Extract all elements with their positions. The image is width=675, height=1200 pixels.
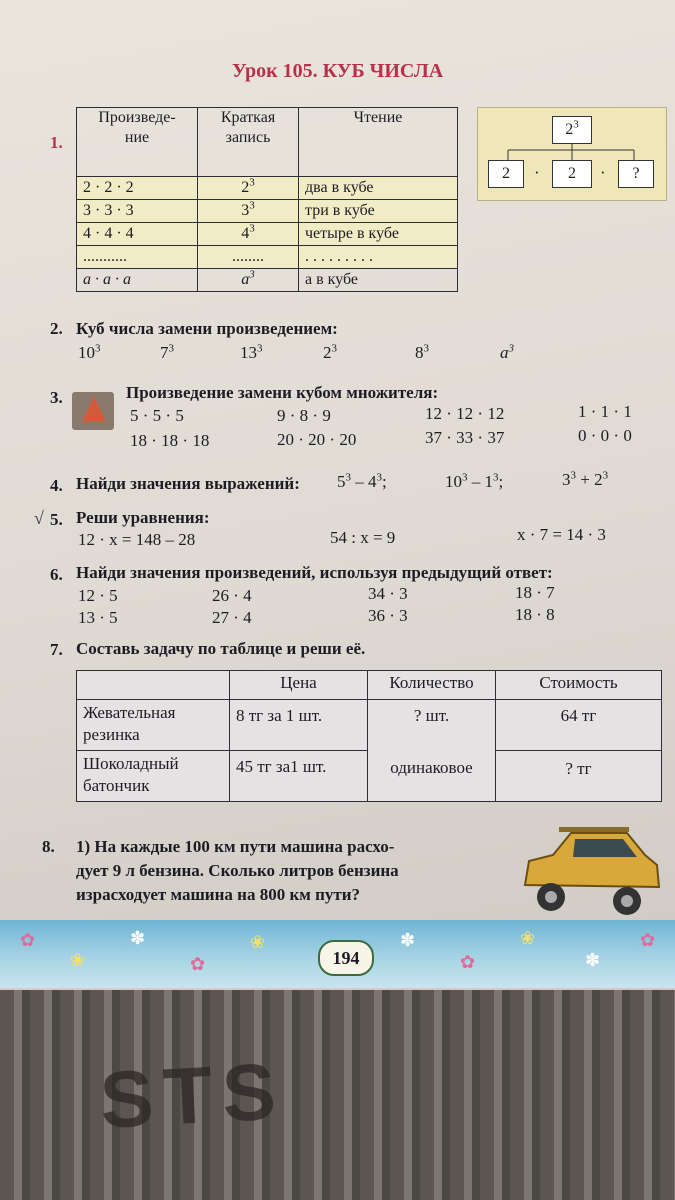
task8-number: 8. bbox=[42, 837, 55, 856]
page-number: 194 bbox=[318, 940, 374, 976]
carpet-lettering: STS bbox=[97, 1046, 288, 1145]
task4-expr: $5^3 - 4^3$; bbox=[337, 471, 387, 491]
cube-scheme bbox=[477, 107, 667, 201]
t1-cell: $a^3$ bbox=[198, 269, 299, 292]
task8-line: дует 9 л бензина. Сколько литров бензина bbox=[76, 861, 399, 880]
task3-item: 18 · 18 · 18 bbox=[130, 431, 210, 450]
table-row bbox=[77, 269, 458, 292]
task2-item: $2^3$ bbox=[323, 342, 337, 362]
task6-item: 12 · 5 bbox=[78, 586, 118, 605]
task5-text: Реши уравнения: bbox=[76, 508, 210, 527]
t1-cell: $2^3$ bbox=[198, 177, 299, 200]
task2-item: $10^3$ bbox=[78, 342, 101, 362]
flower-icon: ✽ bbox=[400, 930, 416, 950]
task3-number: 3. bbox=[50, 388, 63, 407]
task6-text: Найди значения произведений, используя предыдущий ответ: bbox=[76, 563, 553, 582]
t7-cell: Шоколадный батончик bbox=[77, 751, 230, 802]
task5-equation: x · 7 = 14 · 3 bbox=[517, 525, 606, 544]
t1-cell: 3 · 3 · 3 bbox=[77, 200, 198, 223]
t1-header-reading: Чтение bbox=[299, 108, 458, 177]
task1-table bbox=[76, 107, 458, 292]
task3-item: 1 · 1 · 1 bbox=[578, 402, 632, 421]
t1-cell: ........... bbox=[77, 246, 198, 269]
t7-cell: Жевательная резинка bbox=[77, 700, 230, 751]
task7-number: 7. bbox=[50, 640, 63, 659]
task6-item: 18 · 8 bbox=[515, 605, 555, 624]
task5-equation: 12 · x = 148 – 28 bbox=[78, 530, 196, 549]
flower-icon: ✽ bbox=[130, 928, 146, 948]
task4-text: Найди значения выражений: bbox=[76, 474, 300, 493]
task7-table bbox=[76, 670, 662, 802]
check-mark-icon: √ bbox=[34, 508, 44, 528]
task3-text: Произведение замени кубом множителя: bbox=[126, 383, 439, 402]
flower-icon: ✿ bbox=[190, 954, 206, 974]
table-row bbox=[77, 671, 662, 700]
t1-cell: два в кубе bbox=[299, 177, 458, 200]
flower-icon: ❀ bbox=[250, 932, 266, 952]
task6-item: 13 · 5 bbox=[78, 608, 118, 627]
task8-line: израсходует машина на 800 км пути? bbox=[76, 885, 361, 904]
task3-item: 37 · 33 · 37 bbox=[425, 428, 505, 447]
table-row bbox=[77, 700, 662, 751]
t1-cell: $3^3$ bbox=[198, 200, 299, 223]
task8-line: 1) На каждые 100 км пути машина расхо- bbox=[76, 837, 395, 856]
t7-cell: ? тг bbox=[496, 751, 662, 802]
t1-cell: . . . . . . . . . bbox=[299, 246, 458, 269]
car-icon bbox=[515, 825, 663, 917]
task3-item: 5 · 5 · 5 bbox=[130, 406, 184, 425]
t1-header-short: Краткая запись bbox=[198, 108, 299, 177]
t7-header: Количество bbox=[368, 671, 496, 700]
task2-item: $a^3$ bbox=[500, 342, 514, 362]
scheme-right-box: ? bbox=[618, 160, 654, 188]
scheme-left-box: 2 bbox=[488, 160, 524, 188]
t7-quantity-2: одинаковое bbox=[390, 758, 473, 777]
flower-icon: ❀ bbox=[520, 928, 536, 948]
t7-quantity-1: ? шт. bbox=[413, 706, 450, 725]
scheme-top-box: $2^3$ bbox=[552, 116, 592, 144]
t7-header bbox=[77, 671, 230, 700]
t7-cell: 45 тг за1 шт. bbox=[230, 751, 368, 802]
task2-item: $13^3$ bbox=[240, 342, 263, 362]
scheme-dot: · bbox=[600, 163, 606, 182]
pencil-icon bbox=[72, 392, 114, 430]
t7-cell: 8 тг за 1 шт. bbox=[230, 700, 368, 751]
t7-header: Стоимость bbox=[496, 671, 662, 700]
table-row bbox=[77, 177, 458, 200]
t1-cell: три в кубе bbox=[299, 200, 458, 223]
t1-cell: четыре в кубе bbox=[299, 223, 458, 246]
flower-icon: ❀ bbox=[70, 950, 86, 970]
task2-number: 2. bbox=[50, 319, 63, 338]
task6-item: 36 · 3 bbox=[368, 606, 408, 625]
task4-number: 4. bbox=[50, 476, 63, 495]
t1-cell: a в кубе bbox=[299, 269, 458, 292]
task6-item: 18 · 7 bbox=[515, 583, 555, 602]
flower-icon: ✽ bbox=[585, 950, 601, 970]
t1-cell: 4 · 4 · 4 bbox=[77, 223, 198, 246]
task6-item: 34 · 3 bbox=[368, 584, 408, 603]
task3-item: 9 · 8 · 9 bbox=[277, 406, 331, 425]
task3-item: 12 · 12 · 12 bbox=[425, 404, 505, 423]
t7-cell: 64 тг bbox=[496, 700, 662, 751]
t1-cell: ........ bbox=[198, 246, 299, 269]
flower-icon: ✿ bbox=[20, 930, 36, 950]
table-row bbox=[77, 223, 458, 246]
task2-item: $7^3$ bbox=[160, 342, 174, 362]
t7-cell-quantity bbox=[368, 700, 496, 802]
task2-text: Куб числа замени произведением: bbox=[76, 319, 338, 338]
task6-item: 27 · 4 bbox=[212, 608, 252, 627]
scheme-mid-box: 2 bbox=[552, 160, 592, 188]
flower-icon: ✿ bbox=[640, 930, 656, 950]
task4-expr: $3^3 + 2^3$ bbox=[562, 469, 609, 489]
task2-item: $8^3$ bbox=[415, 342, 429, 362]
task4-expr: $10^3 - 1^3$; bbox=[445, 471, 504, 491]
t7-header: Цена bbox=[230, 671, 368, 700]
table-row bbox=[77, 200, 458, 223]
scheme-dot: · bbox=[534, 163, 540, 182]
table-row bbox=[77, 246, 458, 269]
lesson-title: Урок 105. КУБ ЧИСЛА bbox=[232, 60, 444, 82]
flower-icon: ✿ bbox=[460, 952, 476, 972]
t1-cell: $4^3$ bbox=[198, 223, 299, 246]
task5-number: 5. bbox=[50, 510, 63, 529]
task7-text: Составь задачу по таблице и реши её. bbox=[76, 639, 366, 658]
task3-item: 20 · 20 · 20 bbox=[277, 430, 357, 449]
t1-header-product: Произведе- ние bbox=[77, 108, 198, 177]
task5-equation: 54 : x = 9 bbox=[330, 528, 396, 547]
t1-cell: 2 · 2 · 2 bbox=[77, 177, 198, 200]
t1-cell: a · a · a bbox=[77, 269, 198, 292]
task3-item: 0 · 0 · 0 bbox=[578, 426, 632, 445]
task6-item: 26 · 4 bbox=[212, 586, 252, 605]
task1-number: 1. bbox=[50, 133, 63, 152]
task6-number: 6. bbox=[50, 565, 63, 584]
